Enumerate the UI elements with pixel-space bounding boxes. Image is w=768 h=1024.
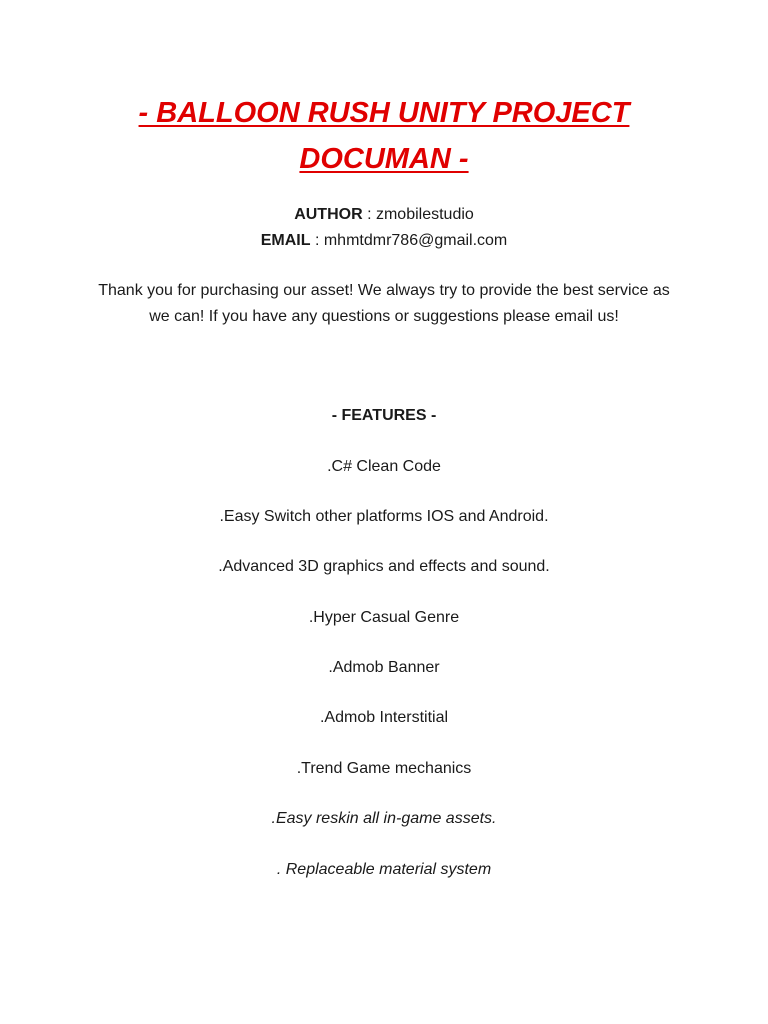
feature-item: .Easy reskin all in-game assets.	[271, 810, 497, 827]
email-line	[84, 228, 684, 253]
email-label: EMAIL	[260, 232, 311, 249]
feature-item: .Admob Interstitial	[319, 709, 449, 726]
intro-paragraph: Thank you for purchasing our asset! We always try to provide the best service as we can! If you have any questions or suggestions please email us!	[98, 282, 670, 325]
features-heading: - FEATURES -	[331, 407, 437, 424]
email-value: : mhmtdmr786@gmail.com	[310, 232, 508, 249]
author-value: : zmobilestudio	[362, 206, 474, 223]
author-label: AUTHOR	[294, 206, 363, 223]
feature-item: .Admob Banner	[328, 659, 440, 676]
feature-item: .Advanced 3D graphics and effects and sound.	[218, 558, 550, 575]
feature-item: .Easy Switch other platforms IOS and Android.	[219, 508, 549, 525]
author-line	[84, 202, 684, 227]
feature-item: .Hyper Casual Genre	[308, 609, 460, 626]
title-line-2: DOCUMAN -	[299, 143, 469, 175]
document-title	[84, 90, 684, 182]
title-line-1: - BALLOON RUSH UNITY PROJECT	[138, 97, 630, 129]
feature-item: .Trend Game mechanics	[296, 760, 472, 777]
feature-item: .C# Clean Code	[327, 458, 441, 475]
feature-item: . Replaceable material system	[276, 861, 492, 878]
